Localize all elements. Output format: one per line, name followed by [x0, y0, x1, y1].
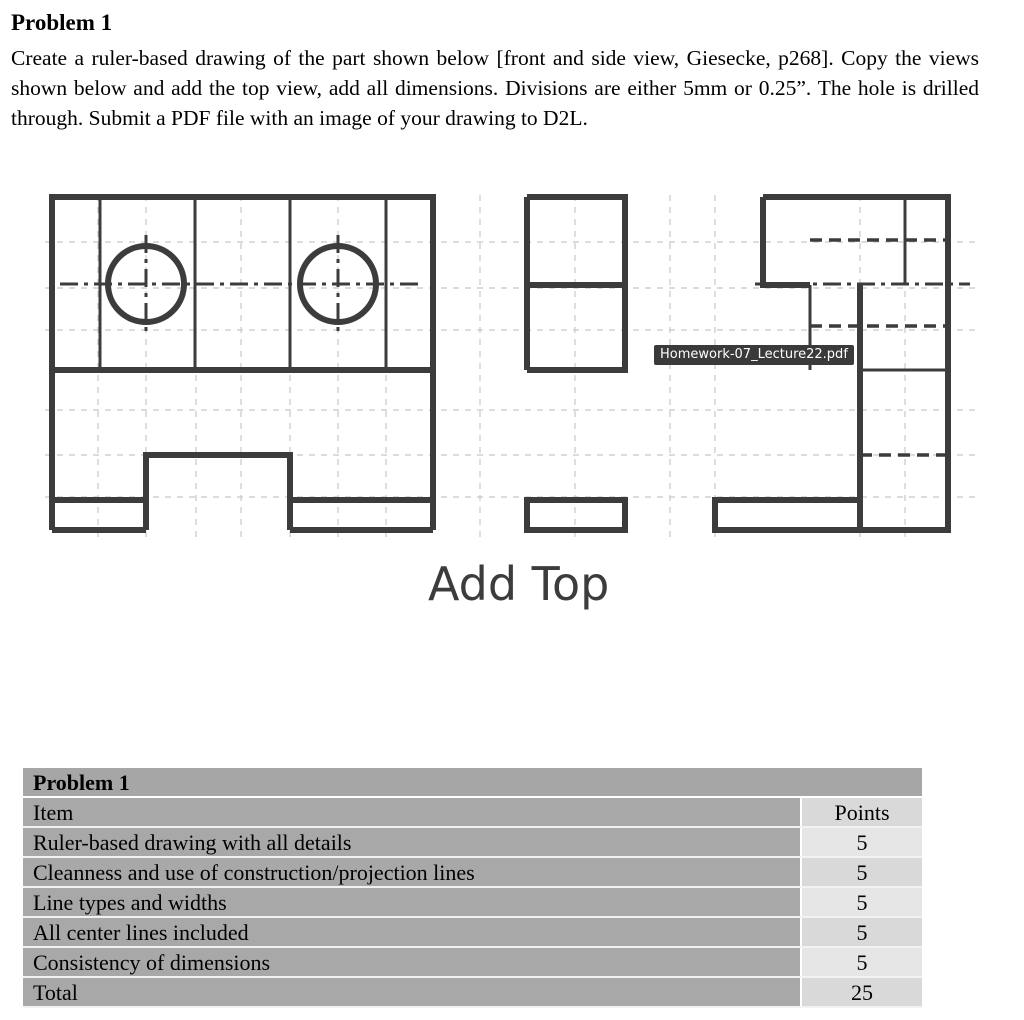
- front-center-lines: [60, 235, 420, 335]
- table-row: [23, 887, 922, 917]
- points-header: Points: [801, 797, 922, 827]
- file-tooltip: Homework-07_Lecture22.pdf: [654, 345, 854, 365]
- rubric-points: 5: [801, 917, 922, 947]
- middle-view: [527, 197, 625, 530]
- table-row: [23, 827, 922, 857]
- total-points: 25: [801, 977, 922, 1007]
- instructions-paragraph: Create a ruler-based drawing of the part shown below [front and side view, Giesecke, p268]. Copy the views shown below and add the top view, add all dimensions. Divisions are either 5mm or 0.25”. The hole is drilled through. Submit a PDF file with an image of your drawing to D2L.: [11, 46, 979, 130]
- rubric-points: 5: [801, 887, 922, 917]
- table-row: [23, 857, 922, 887]
- rubric-points: 5: [801, 827, 922, 857]
- rubric-points: 5: [801, 947, 922, 977]
- rubric-item: Consistency of dimensions: [23, 947, 801, 977]
- item-header: Item: [23, 797, 801, 827]
- rubric-item: All center lines included: [23, 917, 801, 947]
- rubric-points: 5: [801, 857, 922, 887]
- rubric-item: Line types and widths: [23, 887, 801, 917]
- rubric-item: Cleanness and use of construction/projection lines: [23, 857, 801, 887]
- table-row: [23, 947, 922, 977]
- rubric-title: Problem 1: [23, 768, 922, 797]
- problem-heading: Problem 1: [11, 10, 113, 35]
- add-top-caption: Add Top: [428, 557, 610, 611]
- rubric-header-row: [23, 797, 922, 827]
- orthographic-sketch: [0, 180, 1024, 620]
- total-label: Total: [23, 977, 801, 1007]
- drawing-figure: [0, 180, 1024, 620]
- total-row: [23, 977, 922, 1007]
- rubric-table: [23, 768, 922, 1008]
- table-row: [23, 917, 922, 947]
- rubric-item: Ruler-based drawing with all details: [23, 827, 801, 857]
- front-view: [52, 197, 433, 530]
